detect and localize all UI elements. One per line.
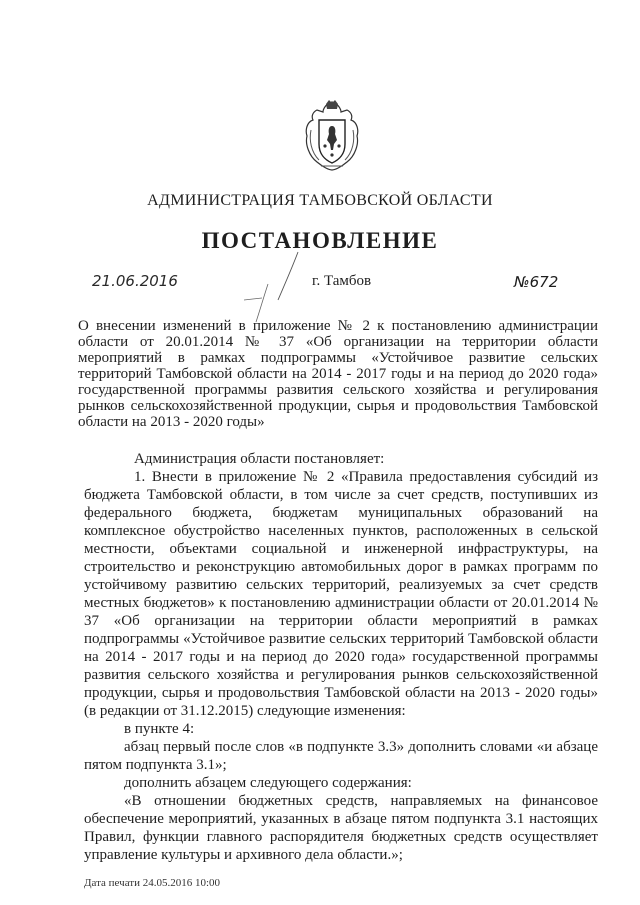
document-date: 21.06.2016 — [92, 272, 178, 290]
body-paragraph: в пункте 4: — [124, 721, 195, 737]
number-prefix: № — [514, 273, 530, 291]
coat-of-arms-emblem — [301, 100, 363, 172]
organization-name: АДМИНИСТРАЦИЯ ТАМБОВСКОЙ ОБЛАСТИ — [147, 192, 493, 209]
body-paragraph: Администрация области постановляет: — [134, 451, 385, 467]
document-number — [514, 273, 558, 292]
document-body — [84, 450, 598, 864]
document-city: г. Тамбов — [312, 273, 372, 289]
document-type-heading: ПОСТАНОВЛЕНИЕ — [201, 228, 439, 253]
body-paragraph: дополнить абзацем следующего содержания: — [124, 775, 412, 791]
number-value: 672 — [529, 273, 559, 291]
print-date-footer: Дата печати 24.05.2016 10:00 — [84, 877, 221, 889]
body-paragraph: абзац первый после слов «в подпункте 3.3» дополнить словами «и абзаце пятом подпункта 3.1»; — [84, 739, 598, 773]
body-paragraph: 1. Внести в приложение № 2 «Правила предоставления субсидий из бюджета Тамбовской области, в том числе за счет средств, поступивших из федерального бюджета, бюджетам муниципальных образований на комплексное обустройство населенных пунктов, расположенных в сельской местности, объектами социальной и инженерной инфраструктуры, на строительство и реконструкцию автомобильных дорог в рамках программ по устойчивому развитию сельских территорий, реализуемых за счет средств местных бюджетов» к постановлению администрации области от 20.01.2014 № 37 «Об организации на территории области мероприятий в рамках подпрограммы «Устойчивое развитие сельских территорий Тамбовской области на 2014 - 2017 годы и на период до 2020 года» государственной программы развития сельского хозяйства и регулирования рынков сельскохозяйственной продукции, сырья и продовольствия Тамбовской области на 2013 - 2020 годы» (в редакции от 31.12.2015) следующие изменения: — [84, 469, 598, 719]
document-title: О внесении изменений в приложение № 2 к постановлению администрации области от 20.01.2014 № 37 «Об организации на территории области мероприятий в рамках подпрограммы «Устойчивое развитие сельских территорий Тамбовской области на 2014 - 2017 годы и на период до 2020 года» государственной программы развития сельского хозяйства и регулирования рынков сельскохозяйственной продукции, сырья и продовольствия Тамбовской области на 2013 - 2020 годы» — [78, 318, 598, 430]
body-paragraph: «В отношении бюджетных средств, направляемых на финансовое обеспечение мероприятий, указанных в абзаце пятом подпункта 3.1 настоящих Правил, функции главного распорядителя бюджетных средств осуществляет управление культуры и архивного дела области.»; — [84, 793, 598, 863]
